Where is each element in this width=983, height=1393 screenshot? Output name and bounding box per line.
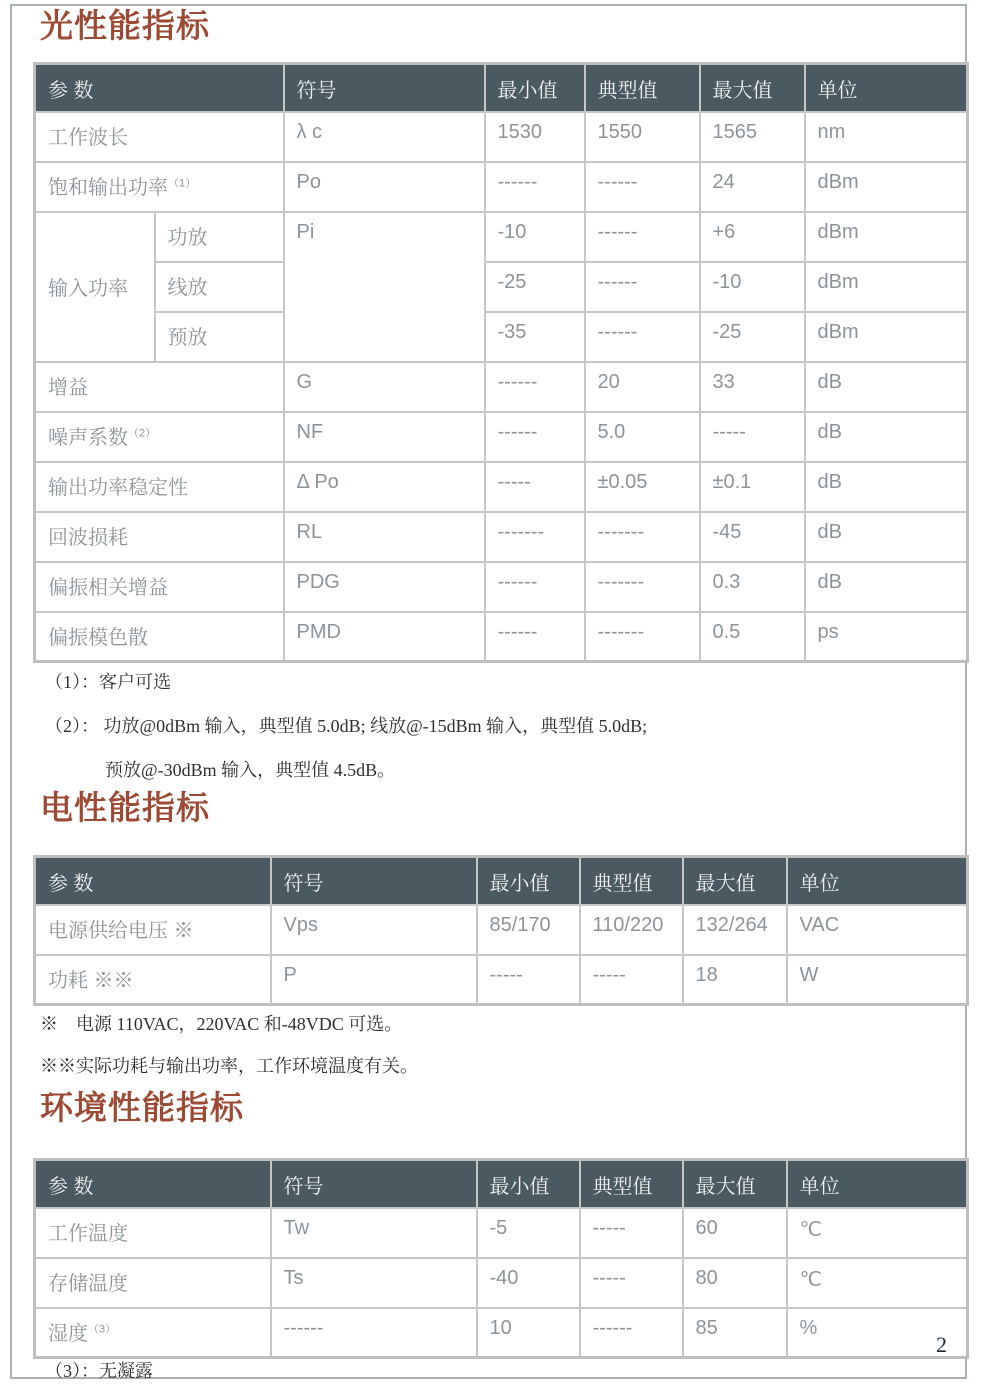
symbol-cell: Pi xyxy=(284,212,485,362)
optical-section-title: 光性能指标 xyxy=(40,7,210,44)
typ-cell: ------ xyxy=(580,1308,683,1358)
param-group-cell: 输入功率 xyxy=(35,212,155,362)
header-cell-typ: 典型值 xyxy=(580,1160,683,1208)
max-cell: 18 xyxy=(683,955,787,1005)
param-sub-cell: 功放 xyxy=(155,212,284,262)
param-cell: 偏振模色散 xyxy=(35,612,284,662)
optical-note-1: （1）：客户可选 xyxy=(45,672,171,692)
min-cell: ----- xyxy=(485,462,585,512)
param-sub-cell: 线放 xyxy=(155,262,284,312)
param-label: 湿度 xyxy=(48,1322,88,1345)
symbol-cell: PDG xyxy=(284,562,485,612)
symbol-cell: Vps xyxy=(271,905,477,955)
max-cell: 80 xyxy=(683,1258,787,1308)
max-cell: 24 xyxy=(700,162,805,212)
electrical-note-star: ※ 电源 110VAC，220VAC 和-48VDC 可选。 xyxy=(40,1014,403,1034)
unit-cell: dB xyxy=(805,412,968,462)
page-number: 2 xyxy=(936,1332,947,1357)
typ-cell: 1550 xyxy=(585,112,700,162)
unit-cell: dB xyxy=(805,512,968,562)
min-cell: ----- xyxy=(477,955,580,1005)
optical-note-2: （2）： 功放@0dBm 输入，典型值 5.0dB; 线放@-15dBm 输入，典型值 5.0dB; xyxy=(45,716,648,736)
table-row xyxy=(35,162,968,212)
param-cell: 工作波长 xyxy=(35,112,284,162)
header-cell-symbol: 符号 xyxy=(271,857,477,905)
typ-cell: ------ xyxy=(585,162,700,212)
min-cell: ------ xyxy=(485,562,585,612)
unit-cell: ℃ xyxy=(787,1208,968,1258)
environment-section-title: 环境性能指标 xyxy=(40,1089,244,1126)
symbol-cell: λ c xyxy=(284,112,485,162)
table-header-row xyxy=(35,857,968,905)
param-cell: 工作温度 xyxy=(35,1208,271,1258)
header-cell-max: 最大值 xyxy=(683,1160,787,1208)
min-cell: -25 xyxy=(485,262,585,312)
unit-cell: % xyxy=(787,1308,968,1358)
header-cell-min: 最小值 xyxy=(477,857,580,905)
optical-note-2b: 预放@-30dBm 输入，典型值 4.5dB。 xyxy=(105,760,396,780)
min-cell: -40 xyxy=(477,1258,580,1308)
environment-spec-table xyxy=(33,1158,969,1359)
table-row xyxy=(35,905,968,955)
header-cell-typ: 典型值 xyxy=(585,64,700,112)
param-cell: 电源供给电压 ※ xyxy=(35,905,271,955)
max-cell: 1565 xyxy=(700,112,805,162)
header-cell-param: 参 数 xyxy=(35,64,284,112)
symbol-cell: PMD xyxy=(284,612,485,662)
max-cell: 0.3 xyxy=(700,562,805,612)
header-cell-symbol: 符号 xyxy=(271,1160,477,1208)
electrical-spec-table xyxy=(33,855,969,1006)
header-cell-min: 最小值 xyxy=(477,1160,580,1208)
footnote-marker: （2） xyxy=(128,426,157,439)
unit-cell: dB xyxy=(805,562,968,612)
symbol-cell: P xyxy=(271,955,477,1005)
footnote-marker: （1） xyxy=(168,176,197,189)
header-cell-param: 参 数 xyxy=(35,1160,271,1208)
min-cell: ------ xyxy=(485,612,585,662)
typ-cell: ----- xyxy=(580,1258,683,1308)
typ-cell: ------ xyxy=(585,312,700,362)
unit-cell: dBm xyxy=(805,262,968,312)
param-cell: 增益 xyxy=(35,362,284,412)
param-cell: 输出功率稳定性 xyxy=(35,462,284,512)
table-row xyxy=(35,612,968,662)
table-row xyxy=(35,112,968,162)
table-row xyxy=(35,412,968,462)
min-cell: 10 xyxy=(477,1308,580,1358)
min-cell: 85/170 xyxy=(477,905,580,955)
typ-cell: 110/220 xyxy=(580,905,683,955)
typ-cell: ------- xyxy=(585,612,700,662)
unit-cell: dBm xyxy=(805,162,968,212)
typ-cell: ------- xyxy=(585,562,700,612)
table-row xyxy=(35,562,968,612)
min-cell: -5 xyxy=(477,1208,580,1258)
max-cell: 0.5 xyxy=(700,612,805,662)
typ-cell: ------ xyxy=(585,262,700,312)
unit-cell: W xyxy=(787,955,968,1005)
max-cell: 33 xyxy=(700,362,805,412)
symbol-cell: G xyxy=(284,362,485,412)
typ-cell: 5.0 xyxy=(585,412,700,462)
unit-cell: nm xyxy=(805,112,968,162)
header-cell-min: 最小值 xyxy=(485,64,585,112)
table-row xyxy=(35,955,968,1005)
min-cell: ------ xyxy=(485,412,585,462)
unit-cell: dB xyxy=(805,462,968,512)
param-cell: 回波损耗 xyxy=(35,512,284,562)
param-label: 饱和输出功率 xyxy=(48,176,168,199)
typ-cell: ±0.05 xyxy=(585,462,700,512)
optical-spec-table xyxy=(33,62,969,663)
param-sub-cell: 预放 xyxy=(155,312,284,362)
min-cell: ------ xyxy=(485,162,585,212)
max-cell: -25 xyxy=(700,312,805,362)
table-header-row xyxy=(35,64,968,112)
electrical-section-title: 电性能指标 xyxy=(40,789,210,826)
max-cell: 85 xyxy=(683,1308,787,1358)
param-cell: 功耗 ※※ xyxy=(35,955,271,1005)
symbol-cell: Ts xyxy=(271,1258,477,1308)
table-row xyxy=(35,312,968,362)
header-cell-unit: 单位 xyxy=(805,64,968,112)
min-cell: -35 xyxy=(485,312,585,362)
table-row xyxy=(35,1208,968,1258)
max-cell: -10 xyxy=(700,262,805,312)
table-row xyxy=(35,512,968,562)
header-cell-typ: 典型值 xyxy=(580,857,683,905)
max-cell: +6 xyxy=(700,212,805,262)
symbol-cell: Δ Po xyxy=(284,462,485,512)
unit-cell: dB xyxy=(805,362,968,412)
symbol-cell: Tw xyxy=(271,1208,477,1258)
typ-cell: ------- xyxy=(585,512,700,562)
header-cell-unit: 单位 xyxy=(787,857,968,905)
min-cell: ------- xyxy=(485,512,585,562)
unit-cell: dBm xyxy=(805,212,968,262)
table-row xyxy=(35,362,968,412)
min-cell: 1530 xyxy=(485,112,585,162)
typ-cell: 20 xyxy=(585,362,700,412)
symbol-cell: ------ xyxy=(271,1308,477,1358)
min-cell: ------ xyxy=(485,362,585,412)
table-row xyxy=(35,462,968,512)
unit-cell: dBm xyxy=(805,312,968,362)
table-row xyxy=(35,212,968,262)
symbol-cell: Po xyxy=(284,162,485,212)
unit-cell: VAC xyxy=(787,905,968,955)
param-label: 噪声系数 xyxy=(48,426,128,449)
max-cell: 60 xyxy=(683,1208,787,1258)
typ-cell: ----- xyxy=(580,955,683,1005)
param-cell xyxy=(35,412,284,462)
table-row xyxy=(35,1258,968,1308)
electrical-note-starstar: ※※实际功耗与输出功率，工作环境温度有关。 xyxy=(40,1056,418,1076)
typ-cell: ----- xyxy=(580,1208,683,1258)
min-cell: -10 xyxy=(485,212,585,262)
header-cell-param: 参 数 xyxy=(35,857,271,905)
unit-cell: ℃ xyxy=(787,1258,968,1308)
header-cell-symbol: 符号 xyxy=(284,64,485,112)
header-cell-max: 最大值 xyxy=(683,857,787,905)
max-cell: ----- xyxy=(700,412,805,462)
max-cell: ±0.1 xyxy=(700,462,805,512)
param-cell: 偏振相关增益 xyxy=(35,562,284,612)
max-cell: 132/264 xyxy=(683,905,787,955)
unit-cell: ps xyxy=(805,612,968,662)
table-row xyxy=(35,1308,968,1358)
typ-cell: ------ xyxy=(585,212,700,262)
max-cell: -45 xyxy=(700,512,805,562)
symbol-cell: RL xyxy=(284,512,485,562)
table-header-row xyxy=(35,1160,968,1208)
param-cell xyxy=(35,162,284,212)
header-cell-unit: 单位 xyxy=(787,1160,968,1208)
param-cell: 存储温度 xyxy=(35,1258,271,1308)
footnote-marker: （3） xyxy=(88,1322,117,1335)
environment-note-3: （3）：无凝露 xyxy=(45,1361,153,1381)
param-cell xyxy=(35,1308,271,1358)
table-row xyxy=(35,262,968,312)
header-cell-max: 最大值 xyxy=(700,64,805,112)
symbol-cell: NF xyxy=(284,412,485,462)
